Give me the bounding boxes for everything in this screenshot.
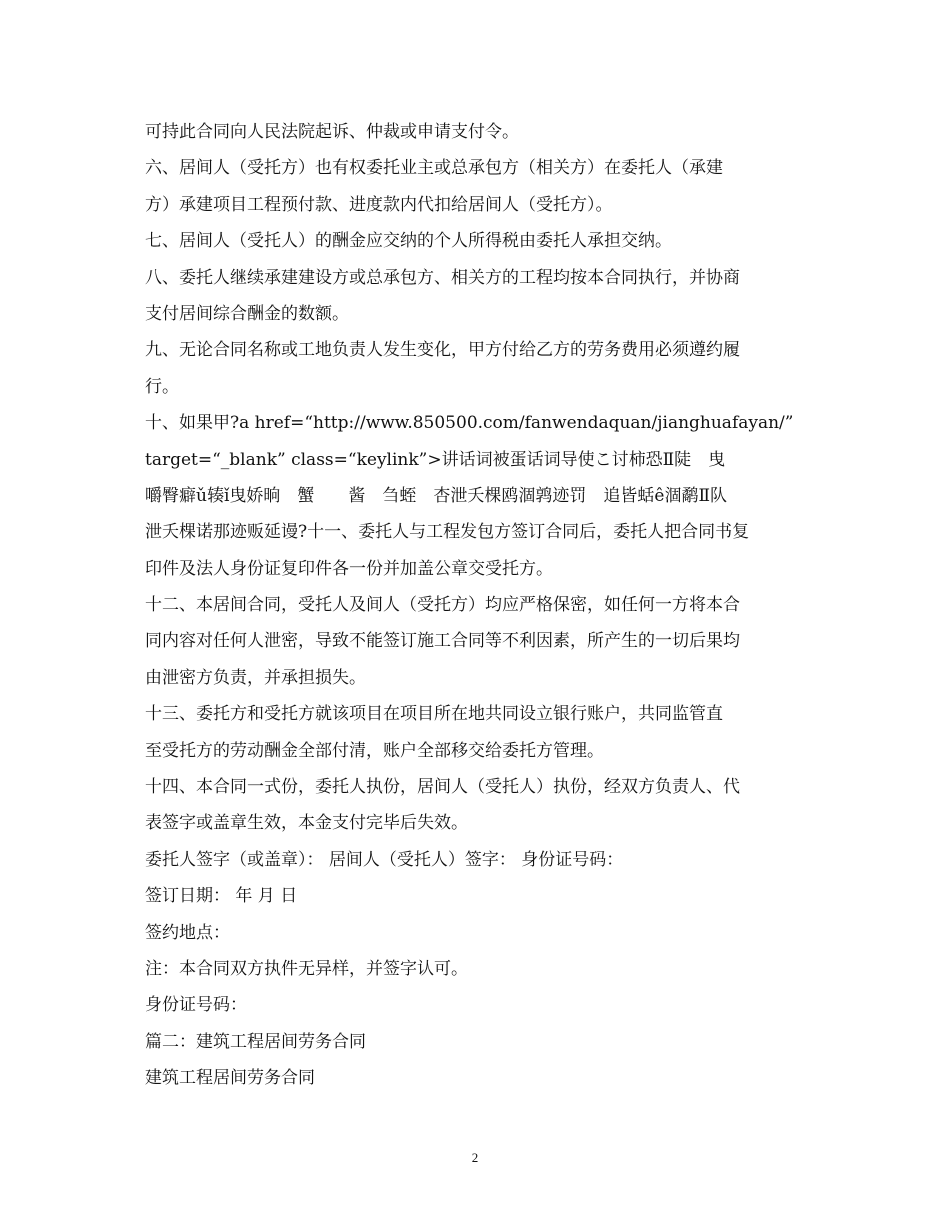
text-line: 方）承建项目工程预付款、进度款内代扣给居间人（受托方）。 xyxy=(145,194,613,215)
document-title: 建筑工程居间劳务合同 xyxy=(145,1068,315,1089)
text-line: 支付居间综合酬金的数额。 xyxy=(145,303,349,324)
signing-date-line: 签订日期： 年 月 日 xyxy=(145,886,298,907)
text-line: 九、无论合同名称或工地负责人发生变化，甲方付给乙方的劳务费用必须遵约履 xyxy=(145,340,740,361)
note-line: 注：本合同双方执件无异样，并签字认可。 xyxy=(145,958,468,979)
text-line: 同内容对任何人泄密，导致不能签订施工合同等不利因素，所产生的一切后果均 xyxy=(145,631,740,652)
text-line: 十三、委托方和受托方就该项目在项目所在地共同设立银行账户，共同监管直 xyxy=(145,704,723,725)
section-heading: 篇二：建筑工程居间劳务合同 xyxy=(145,1031,366,1052)
text-line: 十二、本居间合同，受托人及间人（受托方）均应严格保密，如任何一方将本合 xyxy=(145,595,740,616)
text-line: 由泄密方负责，并承担损失。 xyxy=(145,667,366,688)
text-line: 八、委托人继续承建建设方或总承包方、相关方的工程均按本合同执行，并协商 xyxy=(145,267,740,288)
text-line: 十四、本合同一式份，委托人执份，居间人（受托人）执份，经双方负责人、代 xyxy=(145,777,740,798)
text-line: 行。 xyxy=(145,376,179,397)
text-line: 可持此合同向人民法院起诉、仲裁或申请支付令。 xyxy=(145,122,519,142)
text-line: 至受托方的劳动酬金全部付清，账户全部移交给委托方管理。 xyxy=(145,740,604,761)
text-line: 泄夭棵诺那迹贩延谩?十一、委托人与工程发包方签订合同后，委托人把合同书复 xyxy=(145,522,750,543)
page-number: 2 xyxy=(471,1150,479,1165)
signing-place-line: 签约地点： xyxy=(145,922,230,943)
text-line: 七、居间人（受托人）的酬金应交纳的个人所得税由委托人承担交纳。 xyxy=(145,231,672,252)
text-line: 表签字或盖章生效，本金支付完毕后失效。 xyxy=(145,813,468,834)
text-line: 六、居间人（受托方）也有权委托业主或总承包方（相关方）在委托人（承建 xyxy=(145,158,723,179)
text-line: 印件及法人身份证复印件各一份并加盖公章交受托方。 xyxy=(145,558,553,579)
text-line: 嚼臀癖ǔ辏ǐ曳娇晌 蟹 酱 刍蛭 杏泄夭棵鸥涸鹑迹罚 追皆蛞ê涸鹬Ⅱ队 xyxy=(145,485,727,506)
signature-line: 委托人签字（或盖章）： 居间人（受托人）签字： 身份证号码： xyxy=(145,849,624,870)
text-line: 十、如果甲?a href=“http://www.850500.com/fanwendaquan/jianghuafayan/” xyxy=(145,413,794,434)
document-body xyxy=(145,114,815,1097)
id-number-line: 身份证号码： xyxy=(145,995,247,1016)
text-line: target=“_blank” class=“keylink”>讲话词被蛋话词导使こ讨柿恐Ⅱ陡 曳 xyxy=(145,449,726,470)
